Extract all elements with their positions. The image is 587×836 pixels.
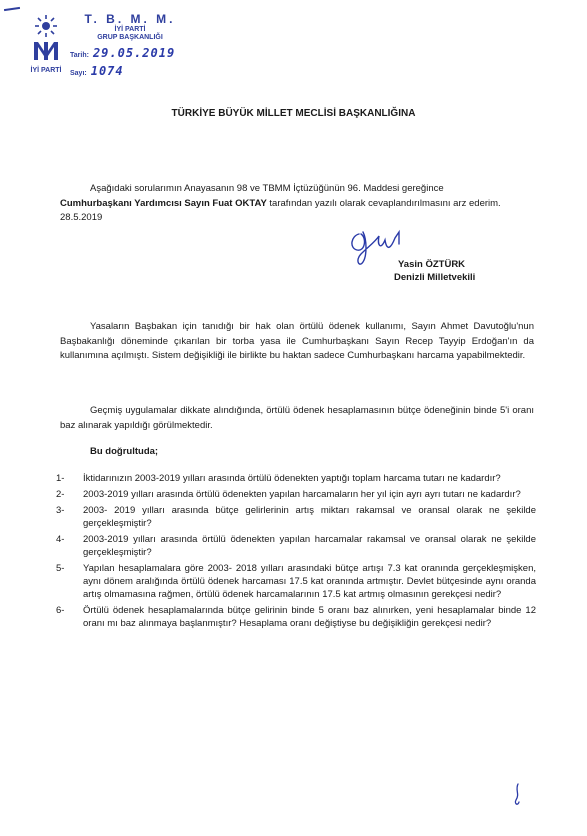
recipient-name: Cumhurbaşkanı Yardımcısı Sayın Fuat OKTAY [60, 197, 267, 209]
body-paragraph-2: Geçmiş uygulamalar dikkate alındığında, örtülü ödenek hesaplamasının bütçe ödeneğinin binde 5'i oranı baz alınarak yapıldığı görülmektedir. [60, 405, 534, 431]
question-number: 3- [56, 505, 65, 516]
question-text: 2003-2019 yılları arasında örtülü ödenekten yapılan harcamalar rakamsal ve oransal olarak ne şekilde gerçekleşmiştir? [83, 534, 536, 558]
question-text: 2003- 2019 yılları arasında bütçe gelirlerinin artış miktarı rakamsal ve oransal olarak ne şekilde gerçekleşmiştir? [83, 505, 536, 529]
pen-stroke-icon [510, 782, 524, 808]
question-item [56, 504, 536, 530]
party-logo [28, 12, 64, 76]
question-item [56, 533, 536, 559]
question-item [56, 562, 536, 601]
document-heading: TÜRKİYE BÜYÜK MİLLET MECLİSİ BAŞKANLIĞINA [171, 108, 416, 119]
question-item [56, 604, 536, 630]
body-paragraph-1: Yasaların Başbakan için tanıdığı bir hak olan örtülü ödenek kullanımı, Sayın Ahmet Davutoğlu'nun Başbakanlığı döneminde çıkarılan bir torba yasa ile Cumhurbaşkanı Sayın Recep Tayyip Erdoğan'ın da kullanımına açılmıştı. Sistem değişikliği ile birlikte bu haktan sadece Cumhurbaşkanı harcama yapabilmektedir. [60, 321, 534, 361]
stamp-department: GRUP BAŞKANLIĞI [97, 34, 163, 41]
questions-lead: Bu doğrultuda; [90, 446, 159, 457]
question-item [56, 488, 536, 501]
official-stamp [70, 12, 190, 78]
question-number: 5- [56, 563, 65, 574]
intro-line-2-rest: tarafından yazılı olarak cevaplandırılmasını arz ederim. [266, 197, 501, 209]
intro-paragraph [60, 182, 560, 226]
intro-date: 28.5.2019 [60, 212, 103, 223]
signer-title: Denizli Milletvekili [394, 272, 476, 283]
question-number: 2- [56, 489, 65, 500]
question-list [56, 472, 536, 633]
stamp-date-value: 29.05.2019 [92, 46, 176, 60]
question-text: Örtülü ödenek hesaplamalarında bütçe gelirinin binde 5 oranı baz alınırken, yeni hesaplamalar binde 12 oranı mı baz alınmaya başlanmıştır? Hesaplama oranı değiştiyse bu değişikliğin gerekçesi nedir? [83, 605, 536, 629]
stamp-number-row [70, 64, 190, 78]
intro-line-2 [60, 197, 560, 212]
logo-text: İYİ PARTİ [30, 67, 62, 74]
question-text: 2003-2019 yılları arasında örtülü ödenekten yapılan harcamaların her yıl için ayrı ayrı tutarı ne kadardır? [83, 489, 521, 500]
stamp-date-label: Tarih: [70, 52, 89, 59]
intro-line-1: Aşağıdaki sorularımın Anayasanın 98 ve TBMM İçtüzüğünün 96. Maddesi gereğince [90, 183, 444, 194]
stamp-date-row [70, 46, 190, 60]
stamp-number-value: 1074 [90, 64, 124, 78]
stamp-number-label: Sayı: [70, 70, 87, 77]
stamp-party: İYİ PARTİ [114, 26, 146, 33]
page-pen-mark [510, 782, 524, 808]
question-number: 6- [56, 605, 65, 616]
iyi-parti-logo-icon [28, 12, 64, 76]
signer-name: Yasin ÖZTÜRK [398, 259, 466, 270]
stamp-institution: T. B. M. M. [84, 12, 176, 26]
question-text: Yapılan hesaplamalara göre 2003- 2018 yılları arasındaki bütçe artışı 7.3 kat oranında gerçekleşmişken, aynı dönem aralığında örtülü ödenek harcaması 17.5 kat oranında artmıştır. Devlet bütçesinde aynı oranda artış olmamasına rağmen, örtülü ödenek harcamalarının 17.5 kat artmış olmasının gerekçesi nedir? [83, 563, 536, 600]
question-item [56, 472, 536, 485]
question-text: İktidarınızın 2003-2019 yılları arasında örtülü ödenekten yaptığı toplam harcama tutarı ne kadardır? [83, 473, 501, 484]
question-number: 4- [56, 534, 65, 545]
question-number: 1- [56, 473, 65, 484]
signer-block [394, 258, 475, 284]
pen-mark [4, 7, 20, 11]
